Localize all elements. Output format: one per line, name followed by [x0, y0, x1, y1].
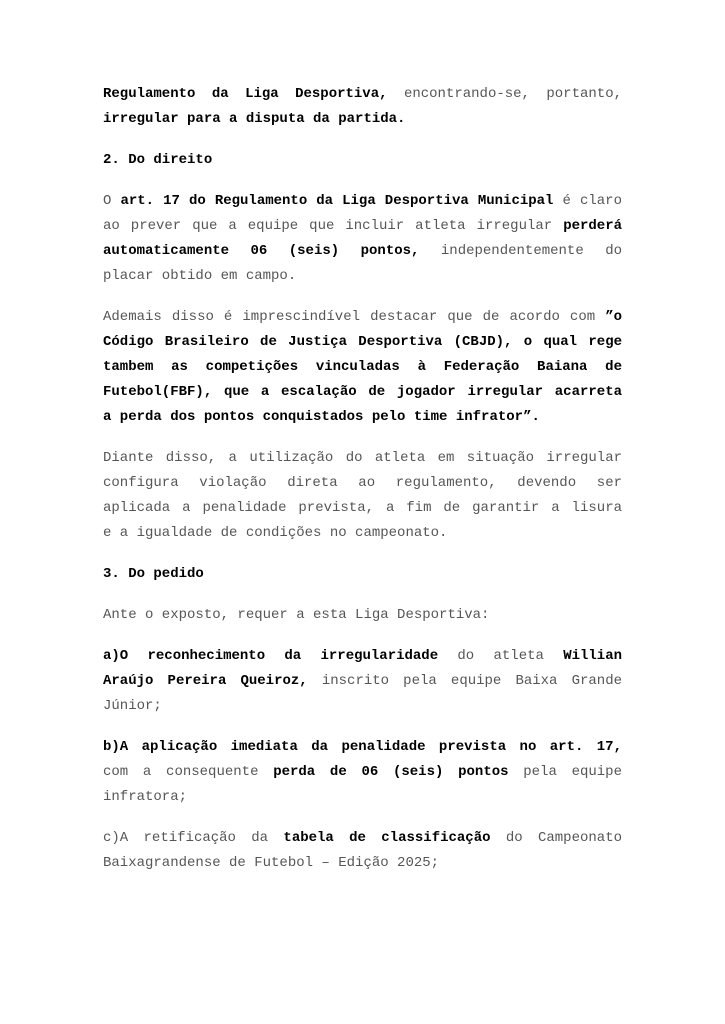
- text-run: placar obtido em campo.: [103, 268, 297, 284]
- bold-text-run: irregular para a disputa da partida.: [103, 111, 406, 127]
- text-line: [103, 471, 622, 496]
- text-line: [103, 521, 622, 546]
- paragraph-art-17: [103, 189, 622, 289]
- bold-text-run: tambem as competições vinculadas à Federação Baiana de: [103, 359, 622, 375]
- text-line: [103, 851, 622, 876]
- text-run: pela equipe: [508, 764, 622, 780]
- bold-text-run: art. 17 do Regulamento da Liga Desportiva Municipal: [120, 193, 554, 209]
- text-line: [103, 189, 622, 214]
- text-run: Ademais disso é imprescindível destacar que de acordo com: [103, 309, 606, 325]
- text-run: O: [103, 193, 121, 209]
- text-line: [103, 355, 622, 380]
- text-line: [103, 148, 622, 173]
- text-line: [103, 760, 622, 785]
- bold-text-run: b)A aplicação imediata da penalidade prevista no art. 17,: [103, 739, 622, 755]
- text-run: com a consequente: [103, 764, 274, 780]
- text-run: infratora;: [103, 789, 188, 805]
- bold-text-run: 3. Do pedido: [103, 566, 204, 582]
- text-line: [103, 82, 622, 107]
- text-line: [103, 446, 622, 471]
- text-line: [103, 826, 622, 851]
- text-line: [103, 405, 622, 430]
- text-run: ao prever que a equipe que incluir atleta irregular: [103, 218, 564, 234]
- request-item-a: [103, 644, 622, 719]
- text-run: e a igualdade de condições no campeonato.: [103, 525, 448, 541]
- text-line: [103, 214, 622, 239]
- request-item-c: [103, 826, 622, 876]
- paragraph-ante-o-exposto: [103, 603, 622, 628]
- text-line: [103, 735, 622, 760]
- text-run: do atleta: [438, 648, 564, 664]
- paragraph-cbjd: [103, 305, 622, 430]
- text-run: do Campeonato: [490, 830, 622, 846]
- bold-text-run: 2. Do direito: [103, 152, 213, 168]
- bold-text-run: Araújo Pereira Queiroz,: [103, 673, 308, 689]
- document-body: [103, 82, 622, 876]
- text-run: encontrando-se, portanto,: [387, 86, 622, 102]
- text-line: [103, 669, 622, 694]
- text-line: [103, 264, 622, 289]
- bold-text-run: Willian: [563, 648, 622, 664]
- text-line: [103, 380, 622, 405]
- bold-text-run: a perda dos pontos conquistados pelo time infrator”.: [103, 409, 540, 425]
- text-line: [103, 305, 622, 330]
- bold-text-run: Código Brasileiro de Justiça Desportiva (CBJD), o qual rege: [103, 334, 622, 350]
- text-line: [103, 107, 622, 132]
- bold-text-run: perderá: [563, 218, 622, 234]
- request-item-b: [103, 735, 622, 810]
- text-run: Baixagrandense de Futebol – Edição 2025;: [103, 855, 440, 871]
- text-run: é claro: [553, 193, 622, 209]
- text-run: inscrito pela equipe Baixa Grande: [307, 673, 622, 689]
- text-line: [103, 603, 622, 628]
- text-line: [103, 330, 622, 355]
- bold-text-run: ”o: [605, 309, 622, 325]
- bold-text-run: tabela de classificação: [283, 830, 491, 846]
- text-line: [103, 496, 622, 521]
- text-line: [103, 239, 622, 264]
- bold-text-run: automaticamente 06 (seis) pontos,: [103, 243, 420, 259]
- text-line: [103, 694, 622, 719]
- paragraph-diante-disso: [103, 446, 622, 546]
- text-run: independentemente do: [419, 243, 622, 259]
- bold-text-run: Futebol(FBF), que a escalação de jogador irregular acarreta: [103, 384, 622, 400]
- bold-text-run: perda de 06 (seis) pontos: [273, 764, 509, 780]
- text-line: [103, 562, 622, 587]
- text-run: Júnior;: [103, 698, 162, 714]
- bold-text-run: a)O reconhecimento da irregularidade: [103, 648, 439, 664]
- bold-text-run: Regulamento da Liga Desportiva,: [103, 86, 388, 102]
- heading-2-do-direito: [103, 148, 622, 173]
- text-line: [103, 644, 622, 669]
- text-run: configura violação direta ao regulamento, devendo ser: [103, 475, 622, 491]
- text-line: [103, 785, 622, 810]
- paragraph-conclusion-facts: [103, 82, 622, 132]
- text-run: Diante disso, a utilização do atleta em situação irregular: [103, 450, 622, 466]
- text-run: Ante o exposto, requer a esta Liga Desportiva:: [103, 607, 490, 623]
- text-run: c)A retificação da: [103, 830, 284, 846]
- text-run: aplicada a penalidade prevista, a fim de garantir a lisura: [103, 500, 622, 516]
- heading-3-do-pedido: [103, 562, 622, 587]
